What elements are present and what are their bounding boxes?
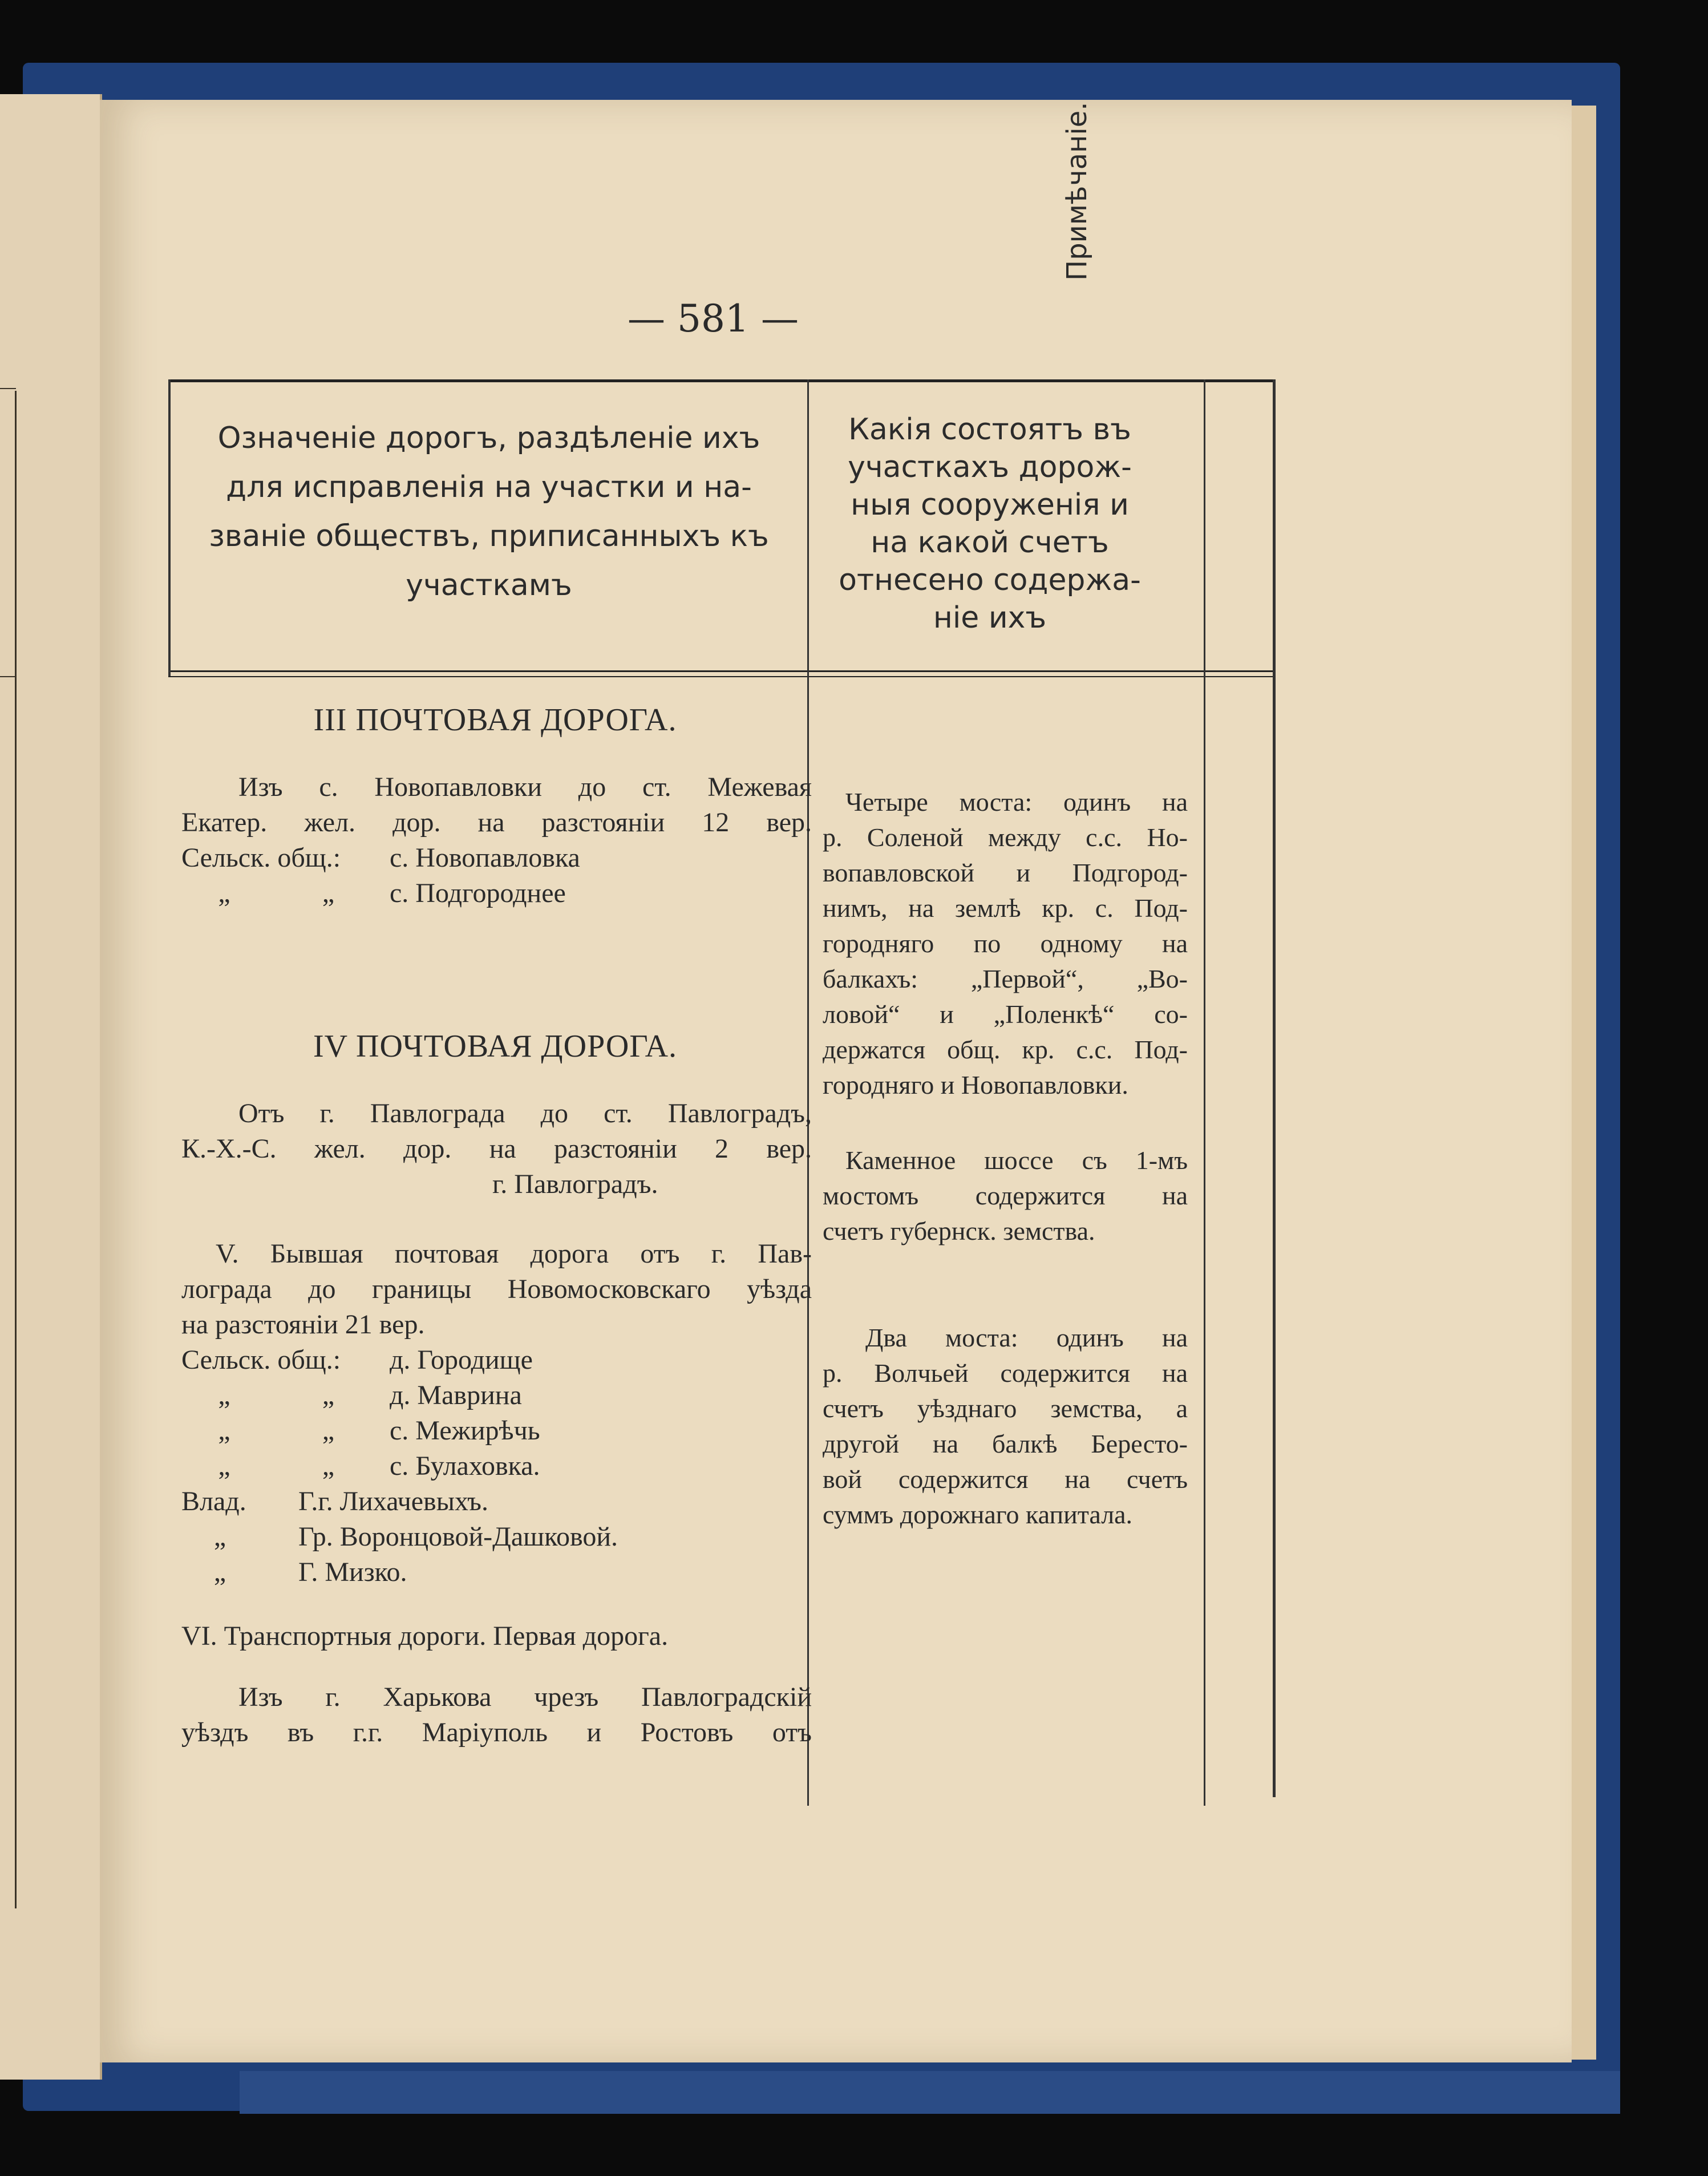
row-name: д. Маврина (390, 1380, 522, 1410)
text-line: г. Павлоградъ. (492, 1169, 658, 1199)
header-rule-double (168, 676, 1275, 677)
section-title: III ПОЧТОВАЯ ДОРОГА. (313, 702, 677, 738)
text-line: вой содержится на счетъ (823, 1465, 1188, 1494)
row-label: Сельск. общ.: (181, 1345, 341, 1375)
row-label: „ (218, 1380, 230, 1410)
header-line: участкамъ (406, 568, 572, 602)
text-line: нимъ, на землѣ кр. с. Под- (823, 893, 1188, 923)
structures-block (823, 784, 1188, 1103)
header-col-notes: Примѣчаніе. (1061, 102, 1093, 281)
header-line: отнесено содержа- (839, 563, 1141, 597)
header-line: Какія состоятъ въ (848, 412, 1131, 447)
text-line: счетъ уѣзднаго земства, а (823, 1394, 1188, 1423)
header-col-roads (175, 414, 803, 610)
text-line: VI. Транспортныя дороги. Первая дорога. (181, 1621, 669, 1651)
text-line: уѣздъ въ г.г. Маріуполь и Ростовъ отъ (181, 1717, 812, 1748)
row-name: Гр. Воронцовой-Дашковой. (298, 1522, 618, 1552)
owner-row (181, 1519, 812, 1555)
text-line: лограда до границы Новомосковскаго уѣзда (181, 1274, 812, 1304)
register-table (168, 379, 1275, 1806)
row-label: Сельск. общ.: (181, 843, 341, 873)
row-ditto: „ (322, 1451, 335, 1481)
header-col-structures (816, 411, 1164, 637)
text-line: балкахъ: „Первой“, „Во- (823, 964, 1188, 993)
header-line: ніе ихъ (933, 601, 1047, 635)
text-line: другой на балкѣ Бересто- (823, 1429, 1188, 1458)
table-top-rule (168, 379, 1275, 382)
section-title: IV ПОЧТОВАЯ ДОРОГА. (313, 1029, 678, 1064)
row-ditto: „ (322, 878, 335, 908)
text-line: суммъ дорожнаго капитала. (823, 1500, 1133, 1529)
text-line: Изъ с. Новопавловки до ст. Межевая (238, 772, 812, 802)
left-page-vertical-rule (15, 391, 17, 1908)
row-label: „ (218, 1451, 230, 1481)
header-line: званіе обществъ, приписанныхъ къ (209, 519, 769, 553)
row-ditto: „ (322, 1380, 335, 1410)
row-name: с. Межирѣчь (390, 1415, 540, 1446)
text-line: Отъ г. Павлограда до ст. Павлоградъ, (238, 1098, 812, 1129)
header-line: для исправленія на участки и на- (226, 470, 752, 504)
header-line: Означеніе дорогъ, раздѣленіе ихъ (217, 421, 760, 455)
community-row (181, 1378, 812, 1413)
column-divider (1204, 379, 1205, 1806)
row-name: Г.г. Лихачевыхъ. (298, 1486, 488, 1516)
roads-column (179, 702, 812, 1750)
structures-block (823, 1320, 1188, 1532)
text-line: Два моста: одинъ на (865, 1323, 1188, 1352)
row-label: Влад. (181, 1486, 246, 1516)
header-line: участкахъ дорож- (848, 450, 1132, 484)
text-line: городняго по одному на (823, 929, 1188, 958)
community-row (181, 840, 812, 876)
text-line: ловой“ и „Поленкѣ“ со- (823, 1000, 1188, 1029)
cover-edge (240, 2071, 1620, 2114)
left-page-rule (0, 676, 16, 677)
header-line: на какой счетъ (871, 525, 1109, 560)
text-line: Каменное шоссе съ 1-мъ (845, 1146, 1188, 1175)
structures-column (823, 784, 1188, 1532)
left-page-rule (0, 388, 16, 389)
community-row (181, 1449, 812, 1484)
text-line: Изъ г. Харькова чрезъ Павлоградскій (238, 1682, 812, 1712)
row-name: Г. Мизко. (298, 1557, 407, 1587)
owner-row (181, 1484, 812, 1519)
structures-block (823, 1143, 1188, 1249)
page-number: — 581 — (628, 297, 799, 341)
table-left-border (168, 379, 171, 676)
row-label: „ (213, 1557, 226, 1587)
text-line: Четыре моста: одинъ на (845, 787, 1188, 816)
text-line: счетъ губернск. земства. (823, 1216, 1095, 1245)
row-label: „ (218, 1415, 230, 1446)
row-name: д. Городище (390, 1345, 533, 1375)
text-line: мостомъ содержится на (823, 1181, 1188, 1210)
header-rule (168, 670, 1275, 672)
left-page (0, 94, 102, 2080)
text-line: р. Волчьей содержится на (823, 1358, 1188, 1388)
text-line: V. Бывшая почтовая дорога отъ г. Пав- (216, 1239, 812, 1269)
community-row (181, 1342, 812, 1378)
text-line: Екатер. жел. дор. на разстояніи 12 вер. (181, 807, 812, 838)
text-line: р. Соленой между с.с. Но- (823, 823, 1188, 852)
text-line: держатся общ. кр. с.с. Под- (823, 1035, 1188, 1064)
header-line: ныя сооруженія и (851, 488, 1129, 522)
row-label: „ (213, 1522, 226, 1552)
text-line: на разстояніи 21 вер. (181, 1309, 425, 1340)
community-row (181, 876, 812, 911)
owner-row (181, 1555, 812, 1590)
text-line: вопавловской и Подгород- (823, 858, 1188, 887)
row-name: с. Подгороднее (390, 878, 566, 908)
text-line: городняго и Новопавловки. (823, 1070, 1128, 1099)
row-name: с. Булаховка. (390, 1451, 540, 1481)
table-right-border (1273, 379, 1276, 1797)
row-label: „ (218, 878, 230, 908)
row-name: с. Новопавловка (390, 843, 580, 873)
text-line: К.-Х.-С. жел. дор. на разстояніи 2 вер. (181, 1134, 812, 1164)
row-ditto: „ (322, 1415, 335, 1446)
community-row (181, 1413, 812, 1449)
